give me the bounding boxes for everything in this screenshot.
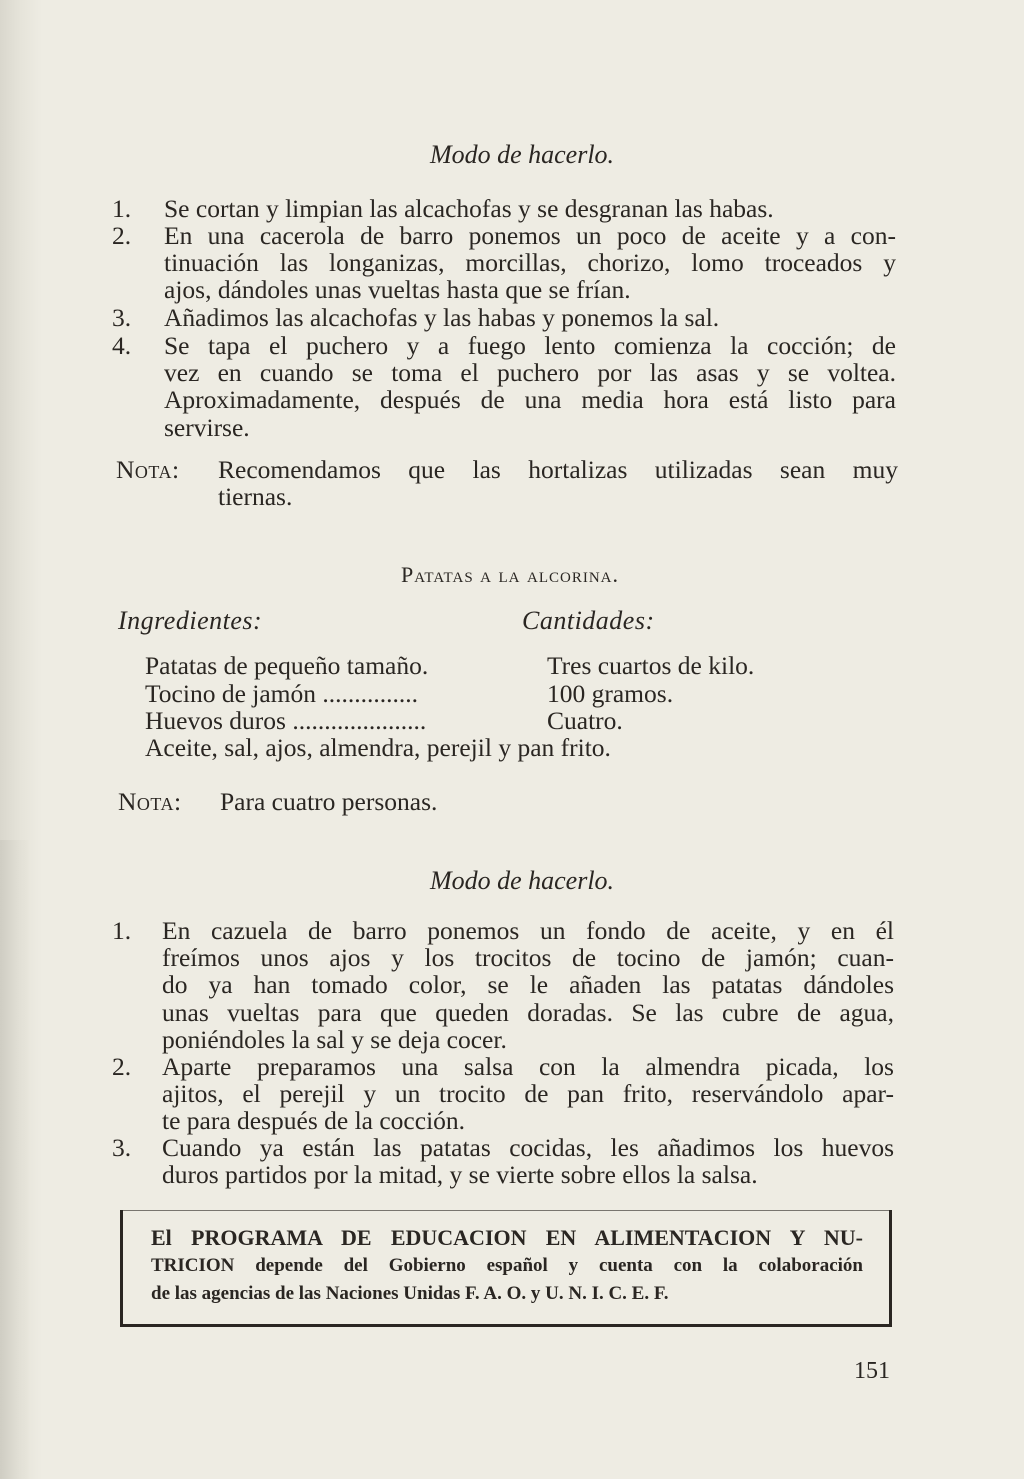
program-notice-text (151, 1224, 863, 1308)
notice-line: de las agencias de las Naciones Unidas F. A. O. y U. N. I. C. E. F. (151, 1283, 669, 1304)
note-line: Recomendamos que las hortalizas utilizadas sean muy (218, 455, 898, 484)
recipe-title: Patatas a la alcorina. (401, 562, 619, 587)
ingredients-heading: Ingredientes: (118, 606, 263, 635)
step-number: 4. (112, 331, 132, 360)
step-line: do ya han tomado color, se le añaden las patatas dándoles (162, 970, 894, 1000)
step-line: unas vueltas para que queden doradas. Se las cubre de agua, (162, 997, 894, 1027)
step-line: Aproximadamente, después de una media hora está listo para (164, 385, 896, 415)
step-text (164, 222, 896, 304)
step-text (162, 1053, 894, 1135)
step-number: 2. (112, 1052, 132, 1081)
ingredient-name: Tocino de jamón ............... (145, 679, 419, 708)
note-label: Nota: (118, 787, 182, 816)
ingredient-quantity: Tres cuartos de kilo. (547, 651, 755, 680)
step-text (164, 332, 896, 441)
step-number: 3. (112, 303, 132, 332)
step-line: vez en cuando se toma el puchero por las asas y se voltea. (164, 358, 896, 388)
quantities-heading: Cantidades: (522, 606, 655, 635)
notice-line: El PROGRAMA DE EDUCACION EN ALIMENTACION Y NU- (151, 1225, 863, 1250)
step-text (164, 304, 896, 331)
page-number: 151 (854, 1358, 890, 1384)
step-line: servirse. (164, 412, 250, 442)
ingredient-quantity: 100 gramos. (547, 679, 674, 708)
notice-line: TRICION depende del Gobierno español y cuenta con la colaboración (151, 1255, 863, 1276)
step-line: Aparte preparamos una salsa con la almendra picada, los (162, 1052, 894, 1081)
step-line: tinuación las longanizas, morcillas, chorizo, lomo troceados y (164, 248, 896, 278)
step-line: ajos, dándoles unas vueltas hasta que se frían. (164, 275, 631, 305)
ingredient-quantity: Cuatro. (547, 706, 623, 735)
step-number: 1. (112, 194, 132, 223)
step-line: En una cacerola de barro ponemos un poco de aceite y a con- (164, 221, 896, 250)
extra-ingredients: Aceite, sal, ajos, almendra, perejil y pan frito. (145, 733, 611, 762)
step-number: 2. (112, 221, 132, 250)
step-line: duros partidos por la mitad, y se vierte sobre ellos la salsa. (162, 1160, 758, 1190)
method-heading-2: Modo de hacerlo. (429, 866, 615, 895)
step-line: Se tapa el puchero y a fuego lento comienza la cocción; de (164, 331, 896, 360)
ingredient-name: Huevos duros ..................... (145, 706, 427, 735)
step-line: Se cortan y limpian las alcachofas y se desgranan las habas. (164, 194, 774, 223)
ingredient-name: Patatas de pequeño tamaño. (145, 651, 429, 680)
step-number: 1. (112, 916, 132, 945)
step-line: En cazuela de barro ponemos un fondo de aceite, y en él (162, 916, 894, 945)
note-line: tiernas. (218, 482, 293, 512)
step-text (162, 917, 894, 1053)
method-heading-1: Modo de hacerlo. (429, 140, 615, 169)
step-line: Añadimos las alcachofas y las habas y ponemos la sal. (164, 303, 720, 332)
note-label: Nota: (116, 455, 180, 484)
step-number: 3. (112, 1133, 132, 1162)
step-text (164, 195, 896, 222)
step-line: ajitos, el perejil y un trocito de pan frito, reservándolo apar- (162, 1079, 894, 1109)
note-text: Para cuatro personas. (220, 787, 438, 816)
step-line: freímos unos ajos y los trocitos de tocino de jamón; cuan- (162, 943, 894, 973)
step-line: te para después de la cocción. (162, 1106, 466, 1136)
program-notice-box (120, 1210, 892, 1327)
step-line: poniéndoles la sal y se deja cocer. (162, 1024, 507, 1054)
step-text (162, 1134, 894, 1188)
note-text (218, 456, 898, 510)
page-gutter-shadow-lower (0, 840, 30, 1479)
step-line: Cuando ya están las patatas cocidas, les añadimos los huevos (162, 1133, 894, 1162)
